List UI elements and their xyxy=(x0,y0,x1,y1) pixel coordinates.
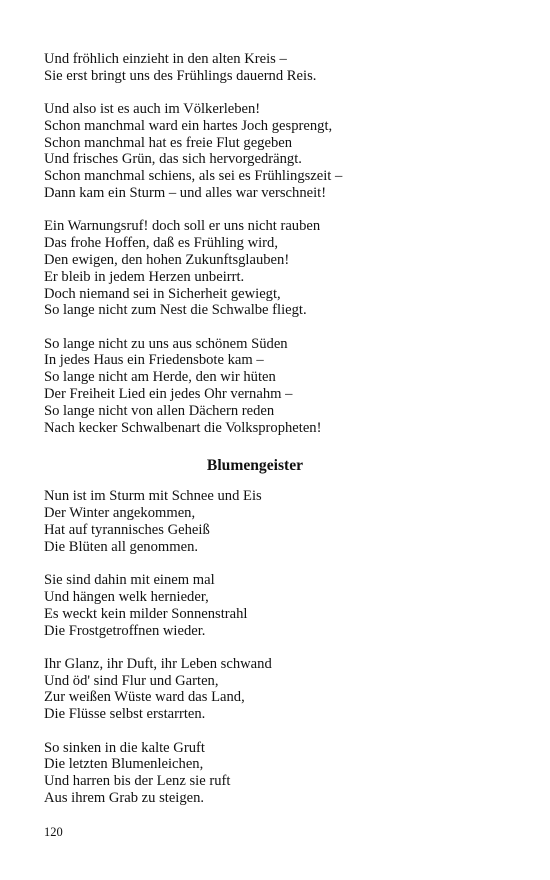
poem-line: Ein Warnungsruf! doch soll er uns nicht rauben xyxy=(44,218,321,235)
poem-line: So lange nicht von allen Dächern reden xyxy=(44,402,275,419)
poem-line: So lange nicht am Herde, den wir hüten xyxy=(44,369,276,386)
poem-line: Der Freiheit Lied ein jedes Ohr vernahm – xyxy=(44,386,293,403)
poem-line: Die Frostgetroffnen wieder. xyxy=(44,622,206,639)
poem-line: In jedes Haus ein Friedensbote kam – xyxy=(44,352,264,369)
poem-line: So lange nicht zum Nest die Schwalbe fliegt. xyxy=(44,302,307,319)
poem-line: Und fröhlich einzieht in den alten Kreis – xyxy=(44,51,287,67)
poem-line: Sie sind dahin mit einem mal xyxy=(44,572,215,589)
stanza xyxy=(44,51,484,85)
continued-poem xyxy=(44,51,484,436)
stanza xyxy=(44,218,484,319)
stanza xyxy=(44,740,484,807)
poem xyxy=(44,488,484,806)
poem-line: Hat auf tyrannisches Geheiß xyxy=(44,522,210,539)
page-body xyxy=(44,51,484,823)
poem-line: So lange nicht zu uns aus schönem Süden xyxy=(44,335,288,352)
stanza xyxy=(44,488,484,555)
stanza xyxy=(44,656,484,723)
poem-line: Und öd' sind Flur und Garten, xyxy=(44,672,219,689)
poem-line: Aus ihrem Grab zu steigen. xyxy=(44,789,205,806)
poem-line: Schon manchmal schiens, als sei es Frühlingszeit – xyxy=(44,168,343,185)
poem-line: Es weckt kein milder Sonnenstrahl xyxy=(44,605,248,622)
poem-line: Zur weißen Wüste ward das Land, xyxy=(44,689,245,706)
stanza xyxy=(44,336,484,437)
poem-line: Nach kecker Schwalbenart die Volkspropheten! xyxy=(44,419,322,436)
poem-line: Er bleib in jedem Herzen unbeirrt. xyxy=(44,268,245,285)
poem-line: Sie erst bringt uns des Frühlings dauernd Reis. xyxy=(44,67,317,84)
poem-line: Der Winter angekommen, xyxy=(44,505,196,522)
poem-line: Nun ist im Sturm mit Schnee und Eis xyxy=(44,488,262,505)
poem-line: Die letzten Blumenleichen, xyxy=(44,756,204,773)
poem-line: Schon manchmal hat es freie Flut gegeben xyxy=(44,134,293,151)
poem-line: Die Flüsse selbst erstarrten. xyxy=(44,706,206,723)
poem-line: Schon manchmal ward ein hartes Joch gesprengt, xyxy=(44,117,333,134)
poem-line: Dann kam ein Sturm – und alles war verschneit! xyxy=(44,185,327,202)
poem-line: Ihr Glanz, ihr Duft, ihr Leben schwand xyxy=(44,655,272,672)
poem-title: Blumengeister xyxy=(206,457,304,475)
poem-line: Das frohe Hoffen, daß es Frühling wird, xyxy=(44,235,278,252)
poem-line: Und hängen welk hernieder, xyxy=(44,588,209,605)
poem-line: Und harren bis der Lenz sie ruft xyxy=(44,773,231,790)
poem-line: Doch niemand sei in Sicherheit gewiegt, xyxy=(44,285,281,302)
page-number: 120 xyxy=(44,825,63,839)
stanza xyxy=(44,101,484,202)
stanza xyxy=(44,572,484,639)
poem-line: So sinken in die kalte Gruft xyxy=(44,739,205,756)
poem-line: Die Blüten all genommen. xyxy=(44,538,199,555)
poem-line: Den ewigen, den hohen Zukunftsglauben! xyxy=(44,251,290,268)
poem-line: Und also ist es auch im Völkerleben! xyxy=(44,101,261,118)
poem-line: Und frisches Grün, das sich hervorgedrängt. xyxy=(44,151,302,168)
